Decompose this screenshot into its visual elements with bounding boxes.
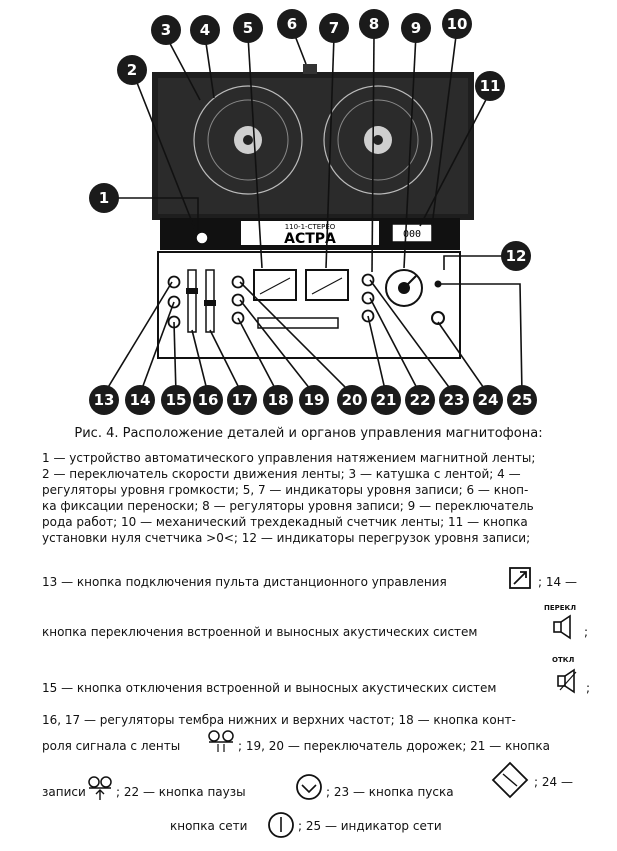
callout-25 <box>507 385 537 415</box>
svg-text:14: 14 <box>129 391 151 409</box>
legend-line-24-power: кнопка сети <box>170 819 248 833</box>
legend-line-15-tail: ; <box>586 681 591 695</box>
brand-strip <box>160 218 460 250</box>
callout-18 <box>263 385 293 415</box>
callout-23 <box>439 385 469 415</box>
legend-line-25: ; 25 — индикатор сети <box>298 819 442 833</box>
legend-line-4: ка фиксации переноски; 8 — регуляторы уровня записи; 9 — переключатель <box>42 499 534 513</box>
legend-line-23: ; 23 — кнопка пуска <box>326 785 454 799</box>
svg-text:11: 11 <box>479 77 501 95</box>
callout-7 <box>319 13 349 43</box>
model-label: 110-1-СТЕРЕО <box>284 223 336 231</box>
legend-line-15: 15 — кнопка отключения встроенной и выносных акустических систем <box>42 681 497 695</box>
svg-text:5: 5 <box>242 19 254 37</box>
legend-line-21: записи <box>42 785 86 799</box>
svg-text:25: 25 <box>511 391 533 409</box>
lid <box>152 64 474 220</box>
callout-21 <box>371 385 401 415</box>
svg-text:2: 2 <box>126 61 138 79</box>
legend-line-18: роля сигнала с ленты <box>42 739 181 753</box>
legend-line-22: ; 22 — кнопка паузы <box>116 785 246 799</box>
svg-text:1: 1 <box>98 189 110 207</box>
speaker-switch-icon-label: ПЕРЕКЛ <box>544 604 577 612</box>
callout-2 <box>117 55 147 85</box>
svg-text:3: 3 <box>160 21 172 39</box>
play-icon <box>490 760 530 800</box>
legend-line-5: рода работ; 10 — механический трехдекадный счетчик ленты; 11 — кнопка <box>42 515 528 529</box>
tape-counter-digits: 000 <box>402 229 422 240</box>
callout-16 <box>193 385 223 415</box>
callout-11 <box>475 71 505 101</box>
speaker-switch-icon <box>552 614 574 640</box>
tape-recorder-figure <box>0 0 617 420</box>
legend-line-16: 16, 17 — регуляторы тембра нижних и верхних частот; 18 — кнопка конт- <box>42 713 516 727</box>
figure-caption: Рис. 4. Расположение деталей и органов управления магнитофона: <box>74 426 543 441</box>
legend-line-13: 13 — кнопка подключения пульта дистанционного управления <box>42 575 447 589</box>
legend-line-18-tail: ; 19, 20 — переключатель дорожек; 21 — кнопка <box>238 739 550 753</box>
legend-line-14-tail: ; <box>584 625 589 639</box>
svg-text:15: 15 <box>165 391 187 409</box>
callout-22 <box>405 385 435 415</box>
tape-monitor-icon <box>206 728 236 754</box>
svg-text:13: 13 <box>93 391 115 409</box>
svg-text:7: 7 <box>328 19 340 37</box>
tension-device <box>196 232 208 244</box>
record-icon <box>86 774 114 802</box>
callout-15 <box>161 385 191 415</box>
svg-text:16: 16 <box>197 391 219 409</box>
remote-control-icon <box>508 566 532 590</box>
callout-10 <box>442 9 472 39</box>
svg-text:4: 4 <box>199 21 211 39</box>
callout-1 <box>89 183 119 213</box>
callout-4 <box>190 15 220 45</box>
legend-line-6: установки нуля счетчика >0<; 12 — индикаторы перегрузок уровня записи; <box>42 531 531 545</box>
svg-text:22: 22 <box>409 391 431 409</box>
power-icon <box>266 810 296 840</box>
svg-text:6: 6 <box>286 15 298 33</box>
callout-13 <box>89 385 119 415</box>
speaker-off-icon-label: ОТКЛ <box>552 656 575 664</box>
legend-line-2: 2 — переключатель скорости движения ленты; 3 — катушка с лентой; 4 — <box>42 467 521 481</box>
callout-17 <box>227 385 257 415</box>
callout-19 <box>299 385 329 415</box>
svg-text:19: 19 <box>303 391 325 409</box>
carry-lock-button <box>303 64 317 74</box>
svg-text:12: 12 <box>505 247 527 265</box>
callout-5 <box>233 13 263 43</box>
legend-line-14: кнопка переключения встроенной и выносных акустических систем <box>42 625 478 639</box>
brand-label: АСТРА <box>284 231 336 247</box>
svg-text:10: 10 <box>446 15 468 33</box>
svg-text:20: 20 <box>341 391 363 409</box>
svg-text:21: 21 <box>375 391 397 409</box>
legend-line-14-lead: ; 14 — <box>538 575 577 589</box>
callout-3 <box>151 15 181 45</box>
callout-12 <box>501 241 531 271</box>
callout-24 <box>473 385 503 415</box>
callout-20 <box>337 385 367 415</box>
svg-text:9: 9 <box>410 19 422 37</box>
pause-icon <box>294 772 324 802</box>
svg-text:23: 23 <box>443 391 465 409</box>
callout-6 <box>277 9 307 39</box>
speaker-off-icon <box>556 668 578 694</box>
legend-line-24: ; 24 — <box>534 775 573 789</box>
svg-text:18: 18 <box>267 391 289 409</box>
legend-line-1: 1 — устройство автоматического управления натяжением магнитной ленты; <box>42 451 536 465</box>
callout-9 <box>401 13 431 43</box>
svg-text:17: 17 <box>231 391 253 409</box>
callout-8 <box>359 9 389 39</box>
callout-14 <box>125 385 155 415</box>
svg-text:8: 8 <box>368 15 380 33</box>
front-panel <box>158 252 460 358</box>
svg-text:24: 24 <box>477 391 499 409</box>
legend-line-3: регуляторы уровня громкости; 5, 7 — индикаторы уровня записи; 6 — кноп- <box>42 483 529 497</box>
